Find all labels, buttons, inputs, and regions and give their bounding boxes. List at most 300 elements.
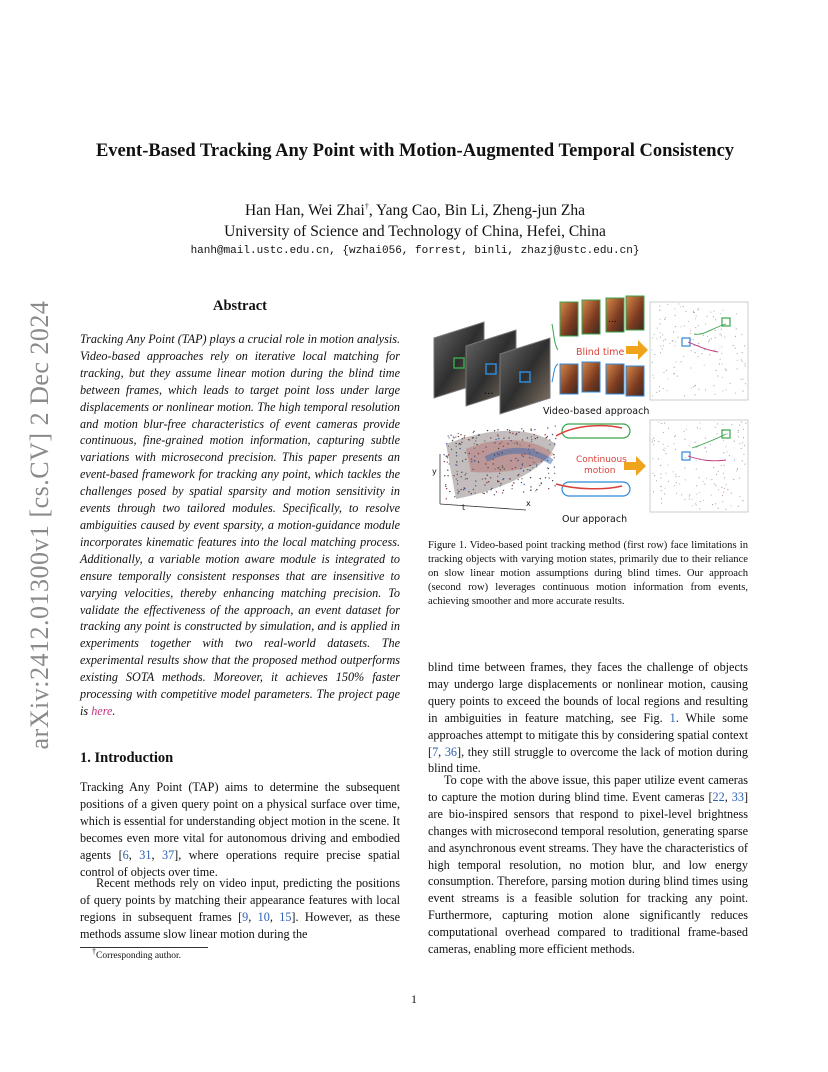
scatter-dot: [741, 334, 742, 335]
scatter-dot: [659, 386, 660, 387]
scatter-dot: [673, 332, 674, 333]
scatter-dot: [697, 427, 698, 428]
scatter-dot: [664, 423, 665, 424]
event-dot: [497, 429, 498, 430]
scatter-dot: [705, 438, 706, 439]
scatter-dot: [724, 477, 725, 478]
scatter-dot: [683, 431, 684, 432]
event-dot: [486, 491, 487, 492]
event-dot: [547, 467, 548, 468]
event-dot: [503, 490, 504, 491]
scatter-dot: [676, 482, 677, 483]
event-dot: [460, 434, 461, 435]
scatter-dot: [676, 493, 677, 494]
event-dot: [473, 431, 474, 432]
event-dot: [471, 458, 472, 459]
event-dot: [469, 439, 470, 440]
citation-link[interactable]: 36: [444, 744, 458, 759]
event-dot: [534, 434, 535, 435]
event-dot: [497, 476, 498, 477]
scatter-dot: [721, 346, 722, 347]
event-dot: [456, 446, 457, 447]
scatter-dot: [737, 469, 738, 470]
event-dot: [455, 436, 456, 437]
scatter-dot: [661, 503, 662, 504]
event-dot: [499, 467, 500, 468]
event-dot: [530, 428, 531, 429]
event-dot: [497, 453, 498, 454]
event-dot: [444, 475, 445, 476]
scatter-dot: [693, 386, 694, 387]
citation-link[interactable]: 15: [279, 909, 292, 924]
event-dot: [510, 460, 511, 461]
scatter-dot: [691, 387, 692, 388]
scatter-dot: [663, 372, 664, 373]
scatter-dot: [675, 435, 676, 436]
event-dot: [547, 436, 548, 437]
event-dot: [499, 443, 500, 444]
event-dot: [539, 485, 540, 486]
event-dot: [531, 436, 532, 437]
scatter-dot: [674, 367, 675, 368]
scatter-dot: [725, 509, 726, 510]
citation-link[interactable]: 10: [257, 909, 270, 924]
event-dot: [555, 425, 556, 426]
event-dot: [527, 469, 528, 470]
scatter-dot: [720, 359, 721, 360]
scatter-dot: [696, 469, 697, 470]
figure-reference-link[interactable]: 1: [669, 710, 676, 725]
event-dot: [482, 478, 483, 479]
event-dot: [482, 451, 483, 452]
scatter-dot: [703, 335, 704, 336]
scatter-dot: [735, 336, 736, 337]
scatter-dot: [667, 446, 668, 447]
figure-1-caption: Figure 1. Video-based point tracking method (first row) face limitations in tracking objects with varying motion states, primarily due to their reliance on slow linear motion assumptions during blind times. Our approach (second row) leverages continuous motion information from events, achieving smoother and more accurate results.: [428, 540, 748, 608]
event-dot: [508, 437, 509, 438]
event-dot: [446, 488, 447, 489]
scatter-dot: [677, 337, 678, 338]
scatter-dot: [724, 337, 725, 338]
scatter-dot: [715, 319, 716, 320]
scatter-dot: [680, 326, 681, 327]
event-dot: [536, 452, 537, 453]
footnote: †Corresponding author.: [92, 946, 181, 961]
scatter-dot: [706, 478, 707, 479]
scatter-dot: [681, 494, 682, 495]
event-dot: [474, 492, 475, 493]
scatter-dot: [722, 390, 723, 391]
section-heading-introduction: 1. Introduction: [80, 750, 174, 766]
event-dot: [524, 453, 525, 454]
scatter-dot: [712, 504, 713, 505]
intro-paragraph-2: Recent methods rely on video input, predicting the positions of query points by matching their appearance features with local regions in subsequent frames [9, 10, 15]. However, as these methods assume slow linear motion during the: [80, 876, 400, 941]
event-dot: [522, 464, 523, 465]
scatter-dot: [693, 312, 694, 313]
citation-link[interactable]: 6: [122, 847, 129, 862]
scatter-dot: [664, 493, 665, 494]
event-dot: [509, 432, 510, 433]
scatter-dot: [723, 310, 724, 311]
scatter-dot: [654, 440, 655, 441]
event-dot: [444, 461, 445, 462]
event-dot: [487, 430, 488, 431]
scatter-dot: [743, 437, 744, 438]
event-dot: [541, 461, 542, 462]
scatter-dot: [745, 423, 746, 424]
scatter-dot: [689, 495, 690, 496]
event-dot: [533, 461, 534, 462]
scatter-dot: [713, 316, 714, 317]
event-dot: [487, 475, 488, 476]
event-dot: [534, 462, 535, 463]
scatter-dot: [677, 376, 678, 377]
event-dot: [502, 466, 503, 467]
scatter-dot: [698, 356, 699, 357]
scatter-dot: [725, 446, 726, 447]
scatter-dot: [704, 365, 705, 366]
event-dot: [520, 468, 521, 469]
scatter-dot: [698, 325, 699, 326]
author-emails: hanh@mail.ustc.edu.cn, {wzhai056, forrest, binli, zhazj@ustc.edu.cn}: [190, 245, 640, 257]
scatter-dot: [714, 385, 715, 386]
event-dot: [474, 456, 475, 457]
event-dot: [529, 445, 530, 446]
scatter-dot: [723, 452, 724, 453]
event-dot: [475, 485, 476, 486]
event-dot: [535, 490, 536, 491]
corresponding-mark: †: [364, 201, 369, 211]
event-dot: [447, 456, 448, 457]
event-dot: [461, 442, 462, 443]
citation-link[interactable]: 37: [161, 847, 175, 862]
event-dot: [460, 476, 461, 477]
event-dot: [490, 489, 491, 490]
scatter-dot: [672, 340, 673, 341]
intro-paragraph-1: Tracking Any Point (TAP) aims to determine the subsequent positions of a given query point on a physical surface over time, which is essential for understanding object motion in the scene. It becomes even more vital for autonomous driving and embodied agents [6, 31, 37], where operations require precise spatial control of objects over time.: [80, 780, 400, 879]
scatter-dot: [674, 345, 675, 346]
right-paragraph-2: To cope with the above issue, this paper utilize event cameras to capture the motion during blind time. Event cameras [22, 33] are bio-inspired sensors that respond to pixel-level brightness changes with microsecond temporal resolution, generating sparse and asynchronous event streams. They have the characteristics of high temporal resolution, no motion blur, and low energy consumption. Therefore, parsing motion during blind times using event streams is a feasible solution for tracking any point. Furthermore, capturing motion alone significantly reduces computational overhead compared to traditional frame-based cameras, enabling more efficient methods.: [428, 773, 749, 957]
scatter-dot: [722, 377, 723, 378]
scatter-dot: [742, 442, 743, 443]
author-list: Han Han, Wei Zhai†, Yang Cao, Bin Li, Zheng-jun Zha: [245, 201, 585, 219]
scatter-dot: [739, 424, 740, 425]
event-dot: [532, 458, 533, 459]
event-dot: [518, 479, 519, 480]
scatter-dot: [734, 441, 735, 442]
scatter-dot: [652, 439, 653, 440]
citation-link[interactable]: 33: [731, 789, 744, 804]
scatter-dot: [727, 433, 728, 434]
scatter-dot: [696, 447, 697, 448]
scatter-dot: [685, 457, 686, 458]
event-dot: [473, 489, 474, 490]
event-dot: [554, 473, 555, 474]
scatter-dot: [741, 448, 742, 449]
event-dot: [459, 448, 460, 449]
event-dot: [554, 485, 555, 486]
event-dot: [475, 440, 476, 441]
scatter-dot: [662, 348, 663, 349]
scatter-dot: [730, 383, 731, 384]
event-dot: [445, 484, 446, 485]
arrow-event-result: [624, 456, 646, 476]
scatter-dot: [695, 442, 696, 443]
scatter-dot: [695, 352, 696, 353]
scatter-dot: [742, 391, 743, 392]
event-dot: [456, 478, 457, 479]
event-dot: [447, 470, 448, 471]
page-number: 1: [411, 992, 417, 1006]
event-dot: [464, 488, 465, 489]
scatter-dot: [684, 395, 685, 396]
paper-title: Event-Based Tracking Any Point with Motion-Augmented Temporal Consistency: [95, 141, 735, 161]
scatter-dot: [738, 430, 739, 431]
scatter-dot: [703, 481, 704, 482]
scatter-dot: [702, 353, 703, 354]
scatter-dot: [741, 422, 742, 423]
scatter-dot: [653, 377, 654, 378]
event-dot: [491, 488, 492, 489]
arrow-video-result: [626, 340, 648, 360]
scatter-dot: [695, 394, 696, 395]
event-dot: [536, 466, 537, 467]
event-dot: [485, 463, 486, 464]
event-dot: [521, 454, 522, 455]
scatter-dot: [675, 341, 676, 342]
event-dot: [522, 439, 523, 440]
event-dot: [482, 492, 483, 493]
scatter-dot: [679, 476, 680, 477]
scatter-dot: [695, 327, 696, 328]
scatter-dot: [665, 453, 666, 454]
event-dot: [497, 467, 498, 468]
event-dot: [457, 474, 458, 475]
scatter-dot: [744, 464, 745, 465]
event-dot: [516, 442, 517, 443]
event-dot: [512, 433, 513, 434]
scatter-dot: [654, 334, 655, 335]
event-dot: [530, 490, 531, 491]
scatter-dot: [653, 438, 654, 439]
scatter-dot: [678, 303, 679, 304]
scatter-dot: [710, 444, 711, 445]
scatter-dot: [710, 312, 711, 313]
event-dot: [554, 443, 555, 444]
event-dot: [547, 427, 548, 428]
scatter-dot: [654, 354, 655, 355]
event-dot: [554, 466, 555, 467]
event-dot: [515, 458, 516, 459]
scatter-dot: [736, 328, 737, 329]
scatter-dot: [704, 349, 705, 350]
event-dot: [478, 453, 479, 454]
scatter-dot: [658, 441, 659, 442]
event-dot: [458, 436, 459, 437]
event-dot: [523, 430, 524, 431]
scatter-dot: [715, 330, 716, 331]
scatter-dot: [675, 361, 676, 362]
scatter-dot: [705, 389, 706, 390]
event-dot: [513, 482, 514, 483]
citation-link[interactable]: 22: [712, 789, 725, 804]
scatter-dot: [721, 335, 722, 336]
event-dot: [461, 489, 462, 490]
scatter-dot: [656, 338, 657, 339]
event-dot: [450, 435, 451, 436]
scatter-dot: [724, 488, 725, 489]
event-dot: [529, 452, 530, 453]
scatter-dot: [675, 315, 676, 316]
scatter-dot: [696, 315, 697, 316]
scatter-dot: [665, 339, 666, 340]
scatter-dot: [742, 352, 743, 353]
scatter-dot: [660, 352, 661, 353]
scatter-dot: [663, 449, 664, 450]
event-dot: [456, 455, 457, 456]
scatter-dot: [692, 505, 693, 506]
scatter-dot: [725, 369, 726, 370]
scatter-dot: [656, 392, 657, 393]
scatter-dot: [711, 338, 712, 339]
scatter-dot: [661, 423, 662, 424]
abstract-heading: Abstract: [213, 298, 267, 314]
scatter-dot: [665, 473, 666, 474]
event-dot: [451, 449, 452, 450]
event-dot: [531, 448, 532, 449]
scatter-dot: [662, 334, 663, 335]
scatter-dot: [684, 467, 685, 468]
event-dot: [457, 483, 458, 484]
scatter-dot: [718, 471, 719, 472]
event-dot: [536, 464, 537, 465]
event-dot: [498, 448, 499, 449]
event-dot: [534, 429, 535, 430]
scatter-dot: [718, 489, 719, 490]
event-dot: [554, 457, 555, 458]
scatter-dot: [673, 373, 674, 374]
event-dot: [492, 459, 493, 460]
scatter-dot: [717, 375, 718, 376]
event-dot: [532, 467, 533, 468]
scatter-dot: [739, 478, 740, 479]
event-dot: [464, 435, 465, 436]
scatter-dot: [695, 385, 696, 386]
event-dot: [475, 480, 476, 481]
event-dot: [479, 434, 480, 435]
event-dot: [507, 443, 508, 444]
event-dot: [494, 468, 495, 469]
scatter-dot: [716, 474, 717, 475]
scatter-dot: [726, 370, 727, 371]
event-dot: [456, 465, 457, 466]
event-dot: [469, 453, 470, 454]
event-dot: [449, 463, 450, 464]
scatter-dot: [714, 483, 715, 484]
scatter-dot: [658, 458, 659, 459]
event-dot: [453, 437, 454, 438]
event-dot: [457, 471, 458, 472]
scatter-dot: [715, 503, 716, 504]
event-dot: [529, 465, 530, 466]
scatter-dot: [652, 337, 653, 338]
event-dot: [473, 432, 474, 433]
scatter-dot: [723, 491, 724, 492]
scatter-dot: [668, 428, 669, 429]
event-dot: [553, 454, 554, 455]
scatter-dot: [651, 349, 652, 350]
scatter-dot: [738, 432, 739, 433]
event-dot: [448, 454, 449, 455]
scatter-dot: [674, 485, 675, 486]
event-dot: [484, 440, 485, 441]
citation-link[interactable]: 7: [432, 744, 439, 759]
scatter-dot: [690, 333, 691, 334]
scatter-dot: [659, 310, 660, 311]
event-dot: [552, 480, 553, 481]
scatter-dot: [674, 308, 675, 309]
event-dot: [465, 474, 466, 475]
event-dot: [497, 434, 498, 435]
scatter-dot: [711, 479, 712, 480]
scatter-dot: [691, 499, 692, 500]
citation-link[interactable]: 9: [242, 909, 249, 924]
scatter-dot: [698, 389, 699, 390]
event-dot: [536, 489, 537, 490]
event-dot: [500, 469, 501, 470]
event-dot: [445, 486, 446, 487]
scatter-dot: [742, 379, 743, 380]
scatter-dot: [741, 359, 742, 360]
event-dot: [497, 480, 498, 481]
event-dot: [531, 441, 532, 442]
scatter-dot: [675, 326, 676, 327]
scatter-dot: [683, 356, 684, 357]
event-dot: [494, 454, 495, 455]
scatter-dot: [713, 311, 714, 312]
scatter-dot: [703, 500, 704, 501]
scatter-dot: [720, 313, 721, 314]
scatter-dot: [695, 503, 696, 504]
scatter-dot: [706, 451, 707, 452]
scatter-dot: [721, 353, 722, 354]
scatter-dot: [735, 348, 736, 349]
scatter-dot: [663, 388, 664, 389]
scatter-dot: [733, 479, 734, 480]
event-dot: [547, 460, 548, 461]
svg-text:y: y: [432, 467, 437, 476]
scatter-dot: [663, 345, 664, 346]
scatter-dot: [740, 379, 741, 380]
event-dot: [453, 475, 454, 476]
scatter-dot: [652, 375, 653, 376]
scatter-dot: [684, 439, 685, 440]
scatter-dot: [689, 498, 690, 499]
event-dot: [495, 439, 496, 440]
event-dot: [456, 452, 457, 453]
event-dot: [468, 491, 469, 492]
event-dot: [502, 465, 503, 466]
event-dot: [490, 437, 491, 438]
scatter-dot: [675, 474, 676, 475]
citation-link[interactable]: 31: [139, 847, 152, 862]
event-dot: [519, 445, 520, 446]
scatter-dot: [659, 319, 660, 320]
project-page-link[interactable]: here: [91, 703, 113, 718]
scatter-dot: [698, 343, 699, 344]
scatter-dot: [713, 467, 714, 468]
scatter-dot: [709, 340, 710, 341]
